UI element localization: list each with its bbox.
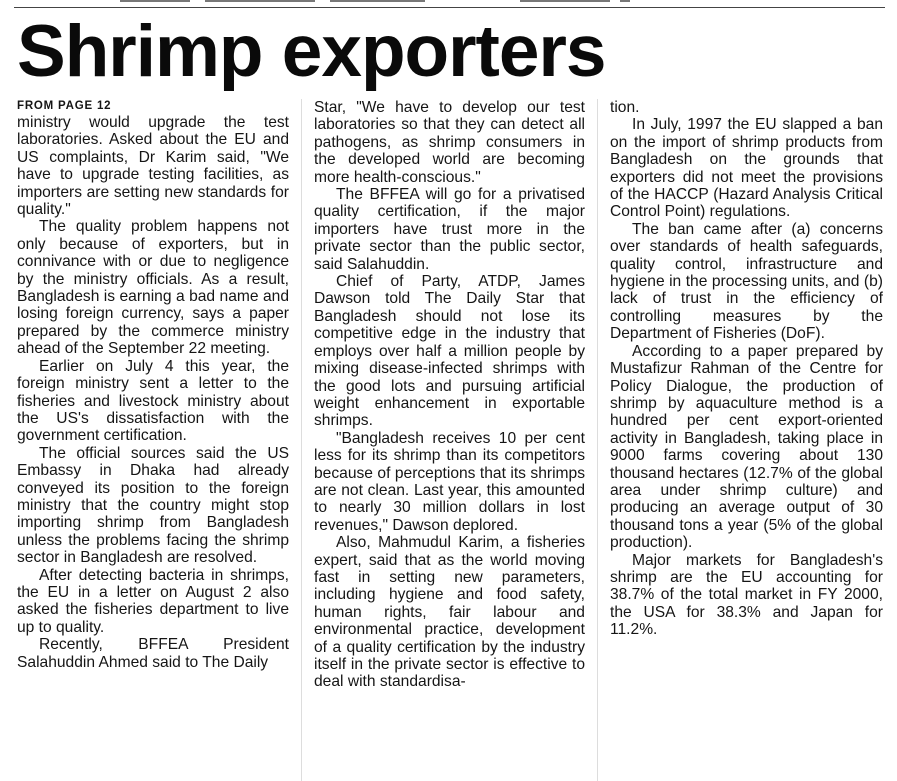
paragraph: "Bangladesh receives 10 per cent less for its shrimp than its competitors because of perceptions that its shrimps are not clean. Last year, this amounted to nearly 30 million dollars in lost revenues," Dawson deplored. <box>314 429 585 534</box>
paragraph: According to a paper prepared by Mustafizur Rahman of the Centre for Policy Dialogue, the production of shrimp by aquaculture method is a hundred per cent export-oriented activity in Bangladesh, taking place in 9000 farms covering about 130 thousand hectares (12.7% of the global area under shrimp culture) and producing an average output of 30 thousand tons a year (5% of the global production). <box>610 342 883 552</box>
paragraph: Also, Mahmudul Karim, a fisheries expert, said that as the world moving fast in setting new parameters, including hygiene and food safety, human rights, fair labour and environmental practice, development of a quality certification by the industry itself in the private sector is effective to deal with standardisa- <box>314 534 585 691</box>
paragraph: After detecting bacteria in shrimps, the EU in a letter on August 2 also asked the fisheries department to live up to quality. <box>17 566 289 636</box>
paragraph: The BFFEA will go for a privatised quality certification, if the major importers have trust more in the private sector than the public sector, said Salahuddin. <box>314 186 585 273</box>
paragraph: The ban came after (a) concerns over standards of health safeguards, quality control, infrastructure and hygiene in the processing units, and (b) lack of trust in the efficiency of controlling measures by the Department of Fisheries (DoF). <box>610 220 883 343</box>
paragraph: Major markets for Bangladesh's shrimp are the EU accounting for 38.7% of the total market in FY 2000, the USA for 38.3% and Japan for 11.2%. <box>610 551 883 639</box>
jump-line: FROM PAGE 12 <box>17 100 112 112</box>
paragraph: The quality problem happens not only because of exporters, but in connivance with or due to negligence by the ministry officials. As a result, Bangladesh is earning a bad name and losing foreign currency, says a paper prepared by the commerce ministry ahead of the September 22 meeting. <box>17 218 289 358</box>
column-gutter <box>301 99 302 781</box>
article-column-1 <box>17 99 289 671</box>
paragraph: Earlier on July 4 this year, the foreign ministry sent a letter to the fisheries and livestock ministry about the US's dissatisfaction with the government certification. <box>17 357 289 445</box>
article-column-2 <box>314 99 585 691</box>
paragraph: Chief of Party, ATDP, James Dawson told The Daily Star that Bangladesh should not lose its competitive edge in the industry that employs over half a million people by mixing disease-infected shrimps with the good lots and pursuing artificial weight enhancement in exportable shrimps. <box>314 273 585 430</box>
paragraph: Recently, BFFEA President Salahuddin Ahmed said to The Daily <box>17 636 289 671</box>
paragraph: In July, 1997 the EU slapped a ban on the import of shrimp products from Bangladesh on the grounds that exporters did not meet the provisions of the HACCP (Hazard Analysis Critical Control Point) regulations. <box>610 116 883 221</box>
paragraph: ministry would upgrade the test laboratories. Asked about the EU and US complaints, Dr Karim said, "We have to upgrade testing facilities, as importers are setting new standards for quality." <box>17 114 289 219</box>
top-rule <box>14 7 885 8</box>
column-gutter <box>597 99 598 781</box>
headline: Shrimp exporters <box>17 11 606 92</box>
paragraph: Star, "We have to develop our test laboratories so that they can detect all pathogens, as shrimp consumers in the developed world are becoming more health-conscious." <box>314 99 585 186</box>
paragraph: tion. <box>610 99 640 116</box>
cropped-preceding-text <box>0 0 897 6</box>
paragraph: The official sources said the US Embassy in Dhaka had already conveyed its position to the foreign ministry that the country might stop importing shrimp from Bangladesh unless the problems facing the shrimp sector in Bangladesh are resolved. <box>17 444 289 567</box>
article-column-3 <box>610 99 883 639</box>
